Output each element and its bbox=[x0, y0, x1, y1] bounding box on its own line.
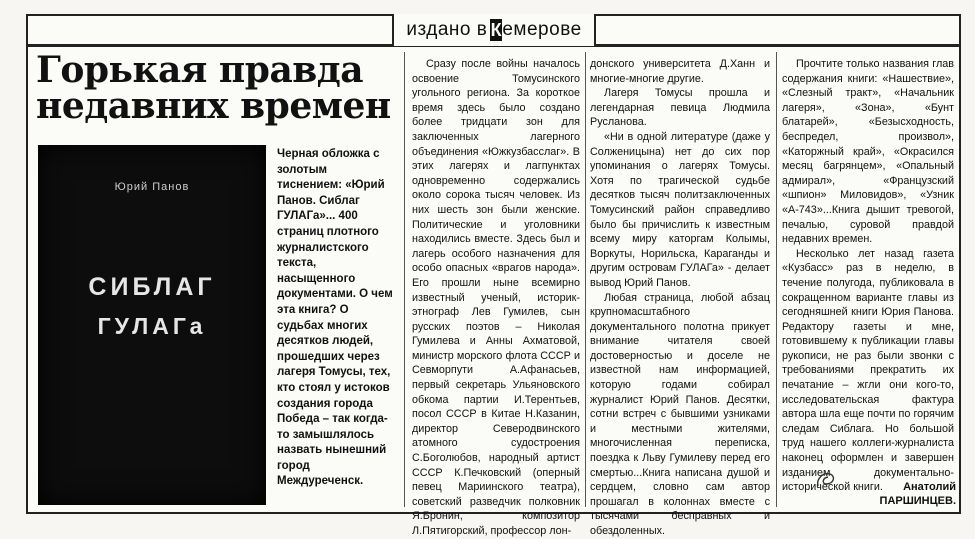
author-signature bbox=[816, 480, 956, 508]
body-paragraph: «Ни в одной литературе (даже у Солженицына) нет до сих пор упоминания о лагерях Томусы. Хотя по трагической судьбе десятков тысяч политзаключенных Томусинский район справедливо было бы причислить к известным всему миру каторгам Колымы, Воркуты, Норильска, Караганды и другим островам ГУЛАГа» - делает вывод Юрий Панов. bbox=[590, 130, 770, 289]
column-divider bbox=[585, 52, 586, 507]
article-headline bbox=[36, 49, 396, 127]
lead-paragraph: Черная обложка с золотым тиснением: «Юрий Панов. Сиблаг ГУЛАГа»... 400 страниц плотного журналистского текста, насыщенного документами. О чем эта книга? О судьбах многих десятков людей, прошедших через лагеря Томусы, тех, кто стоял у истоков создания города Победа – так когда-то замышлялось назвать нынешний город Междуреченск. bbox=[277, 148, 393, 488]
kemerovo-k-logo: К bbox=[490, 20, 503, 40]
body-paragraph: Несколько лет назад газета «Кузбасс» раз в неделю, в течение полугода, публиковала в сокращенном варианте главы из сегодняшней книги Юрия Панова. Редактору газеты и мне, готовившему к публикации главы рукописи, не раз были звонки с требованиями прекратить их печатание – жгли они кого-то, исследовательская фактура автора шла еще почти по горячим следам Сиблага. Но большой труд нашего коллеги-журналиста наконец оформлен и завершен изданием документально-исторической книги. bbox=[782, 247, 954, 494]
book-cover-image bbox=[38, 145, 266, 505]
rubric-text-end: емерове bbox=[502, 19, 582, 40]
column-divider bbox=[404, 52, 405, 507]
headline-line-1: Горькая правда bbox=[36, 49, 364, 91]
column-divider bbox=[776, 52, 777, 507]
body-paragraph: Любая страница, любой абзац крупномасштабного документального полотна прикует внимание читателя своей достоверностью и доселе не известной нам информацией, которую годами собирал журналист Юрий Панов. Десятки, сотни встреч с бывшими узниками и местными жителями, многочисленная переписка, поездка к Льву Гумилеву перед его смертью...Книга написана душой и сердцем, словно сам автор прошагал в колоннах вместе с тысячами бесправных и обездоленных. bbox=[590, 291, 770, 537]
rubric-text-start: издано в bbox=[406, 19, 488, 40]
headline-line-2: недавних времен bbox=[36, 85, 391, 127]
cover-author: Юрий Панов bbox=[114, 181, 190, 193]
body-paragraph: Лагеря Томусы прошла и легендарная певица Людмила Русланова. bbox=[590, 87, 770, 129]
body-paragraph: Сразу после войны началось освоение Томусинского угольного региона. За короткое время здесь было создано более тридцати зон для заключенных лагерного объединения «Южкузбасслаг». В этих лагерях и лагпунктах одновременно содержались около сорока тысяч человек. Из них шесть зон были женские. Политические и уголовники находились вместе. Здесь был и лагерь особого назначения для особо опасных «врагов народа». Его прошли ныне всемирно известный ученый, историк-этнограф Лев Гумилев, сын русских поэтов – Николая Гумилева и Анны Ахматовой, министр морского флота СССР и Севморпути А.Афанасьев, первый секретарь Ульяновского обкома партии И.Терентьев, посол СССР в Китае Н.Казанин, директор Северодвинского атомного судостроения С.Боголюбов, народный артист СССР К.Печковский (оперный певец Мариинского театра), советский разведчик полковник Я.Бронин, композитор Л.Пятигорский, профессор лон- bbox=[412, 58, 580, 537]
text-column-3 bbox=[782, 57, 954, 495]
text-column-2 bbox=[590, 57, 770, 539]
cover-title-line-2: ГУЛАГа bbox=[97, 313, 207, 339]
body-paragraph: Прочтите только названия глав содержания книги: «Нашествие», «Слезный тракт», «Начальник лагеря», «Зона», «Бунт блатарей», «Безысходность, беспредел, произвол», «Каторжный край», «Окрасился месяц багрянцем», «Опальный адмирал», «Французский «шпион» Миловидов», «Узник «А-743»...Книга дышит тревогой, печалью, суровой правдой недавних времен. bbox=[782, 58, 954, 246]
text-column-1 bbox=[412, 57, 580, 539]
rubric-header bbox=[392, 14, 596, 46]
signature-last-name: ПАРШИНЦЕВ. bbox=[879, 495, 956, 507]
cover-title-line-1: СИБЛАГ bbox=[88, 273, 216, 301]
body-paragraph: донского университета Д.Ханн и многие-многие другие. bbox=[590, 58, 770, 85]
signature-first-name: Анатолий bbox=[903, 481, 956, 493]
